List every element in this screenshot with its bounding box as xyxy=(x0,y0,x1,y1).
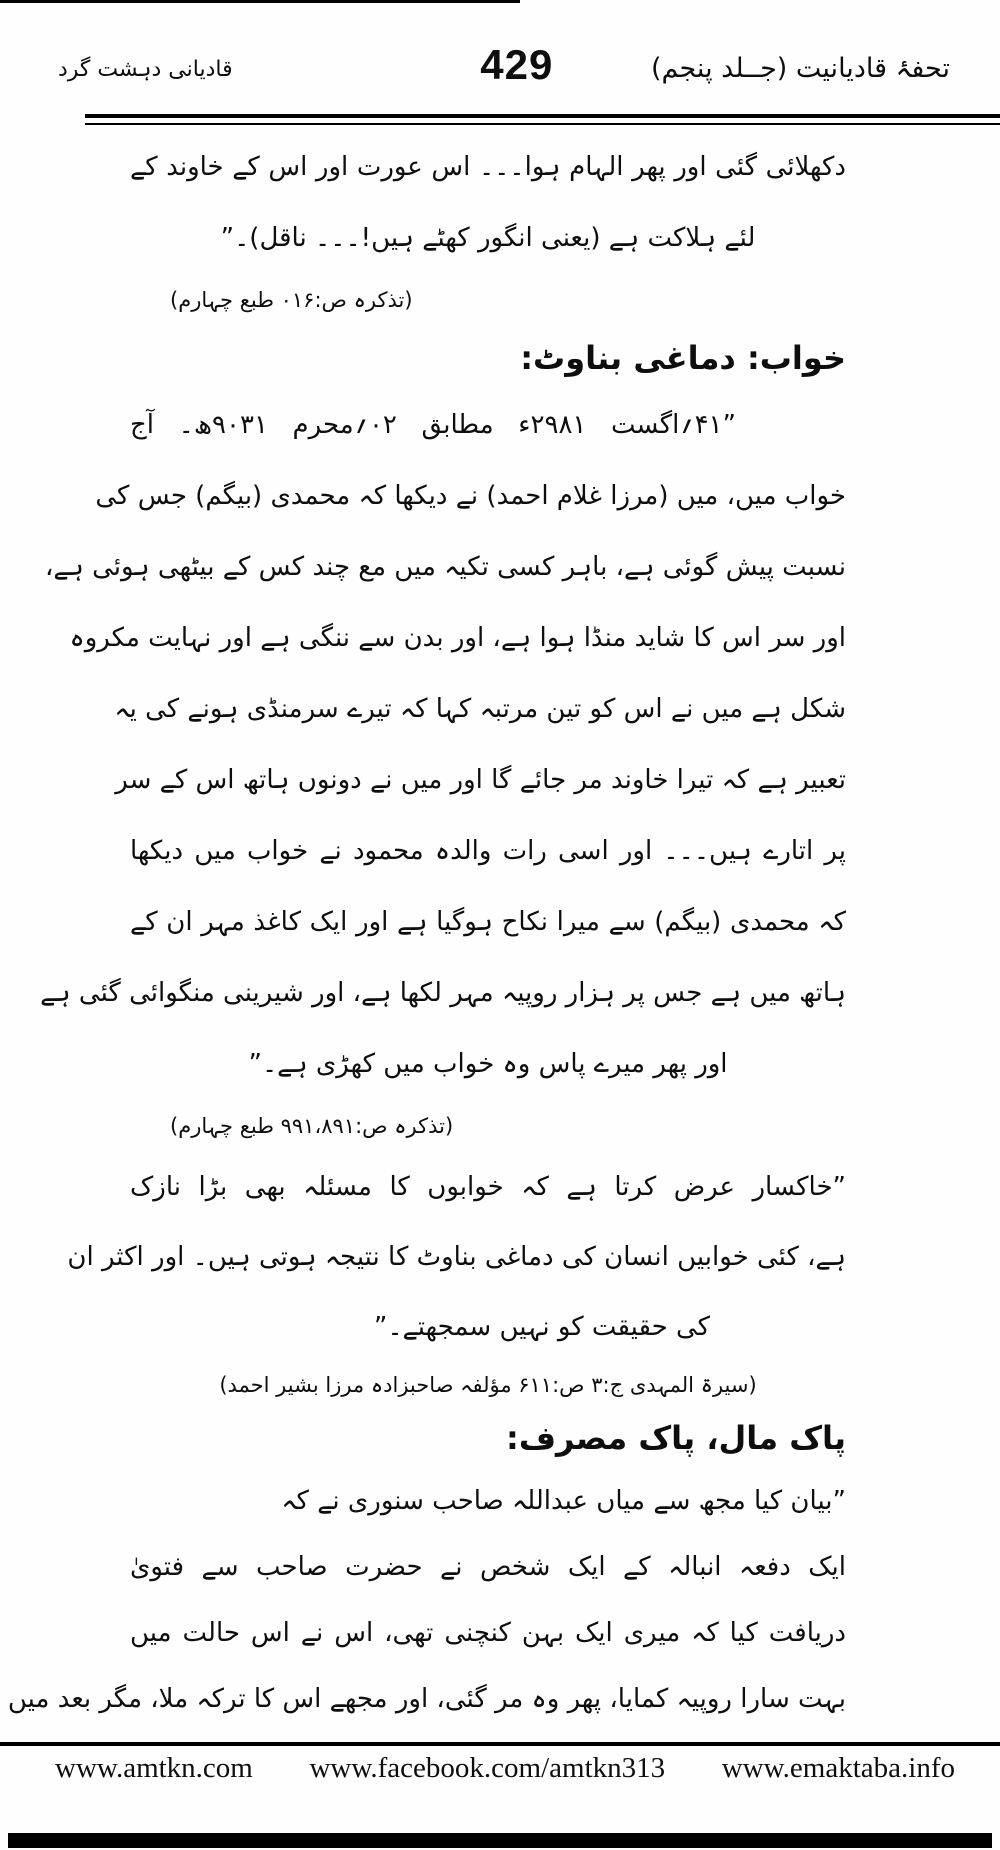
quote-line: پر اتارے ہیں۔۔۔ اور اسی رات والدہ محمود نے خواب میں دیکھا xyxy=(130,836,846,866)
citation-seerat-ul-mahdi: (سیرۃ المہدی ج:۳ ص:۶۱۱ مؤلفہ صاحبزادہ مرزا بشیر احمد) xyxy=(219,1373,757,1397)
narration-line: ایک دفعہ انبالہ کے ایک شخص نے حضرت صاحب سے فتویٰ xyxy=(130,1552,846,1582)
body-line: کی حقیقت کو نہیں سمجھتے۔” xyxy=(373,1312,710,1342)
footer-link-amtkn: www.amtkn.com xyxy=(55,1752,253,1784)
body-line: دکھلائی گئی اور پھر الہام ہوا۔۔۔ اس عورت اور اس کے خاوند کے xyxy=(130,152,846,182)
footer-link-facebook: www.facebook.com/amtkn313 xyxy=(309,1752,666,1784)
quote-line: نسبت پیش گوئی ہے، باہر کسی تکیہ میں مع چند کس کے بیٹھی ہوئی ہے، xyxy=(44,552,846,582)
citation-tazkirah-610: (تذکرہ ص:۰۱۶ طبع چہارم) xyxy=(170,288,413,312)
page-header xyxy=(58,41,950,88)
section-heading-pak-mal: پاک مال، پاک مصرف: xyxy=(506,1419,846,1457)
page-body xyxy=(7,132,846,1732)
quote-line: اور سر اس کا شاید منڈا ہوا ہے، اور بدن سے ننگی ہے اور نہایت مکروہ xyxy=(69,623,846,653)
bottom-scan-bar xyxy=(8,1833,992,1848)
scan-artifact-line xyxy=(0,0,520,3)
narration-line: دریافت کیا کہ میری ایک بہن کنچنی تھی، اس نے اس حالت میں xyxy=(130,1618,846,1648)
narration-line: ”بیان کیا مجھ سے میاں عبداللہ صاحب سنوری نے کہ xyxy=(281,1486,846,1516)
header-left-title: قادیانی دہشت گرد xyxy=(58,57,233,82)
body-line: ہے، کئی خوابیں انسان کی دماغی بناوٹ کا نتیجہ ہوتی ہیں۔ اور اکثر ان xyxy=(67,1242,846,1272)
quote-line: تعبیر ہے کہ تیرا خاوند مر جائے گا اور میں نے دونوں ہاتھ اس کے سر xyxy=(115,765,846,795)
narration-line: بہت سارا روپیہ کمایا، پھر وہ مر گئی، اور مجھے اس کا ترکہ ملا، مگر بعد میں xyxy=(7,1684,846,1714)
footer-link-emaktaba: www.emaktaba.info xyxy=(721,1752,955,1784)
quote-line: کہ محمدی (بیگم) سے میرا نکاح ہوگیا ہے اور ایک کاغذ مہر ان کے xyxy=(130,907,846,937)
footer-rule xyxy=(0,1742,1000,1746)
quote-line: ہاتھ میں ہے جس پر ہزار روپیہ مہر لکھا ہے، اور شیرینی منگوائی گئی ہے xyxy=(40,978,846,1008)
body-line: ”خاکسار عرض کرتا ہے کہ خوابوں کا مسئلہ بھی بڑا نازک xyxy=(130,1172,846,1202)
page-footer xyxy=(55,1752,955,1785)
page-number: 429 xyxy=(480,41,554,88)
quote-line: ”۴۱؍اگست ۲۹۸۱ء مطابق ۰۲؍محرم ۹۰۳۱ھ۔ آج xyxy=(130,410,737,440)
section-heading-dream: خواب: دماغی بناوٹ: xyxy=(520,339,846,377)
quote-line: خواب میں، میں (مرزا غلام احمد) نے دیکھا کہ محمدی (بیگم) جس کی xyxy=(95,481,846,511)
header-rule xyxy=(85,114,1000,125)
body-line: لئے ہلاکت ہے (یعنی انگور کھٹے ہیں!۔۔۔ ناقل)۔” xyxy=(220,223,756,253)
header-right-title: تحفۂ قادیانیت (جــلد پنجم) xyxy=(650,53,950,84)
quote-line: شکل ہے میں نے اس کو تین مرتبہ کہا کہ تیرے سرمنڈی ہونے کی یہ xyxy=(114,694,846,724)
quote-line: اور پھر میرے پاس وہ خواب میں کھڑی ہے۔” xyxy=(248,1049,728,1079)
citation-tazkirah-198-199: (تذکرہ ص:۹۹۱،۸۹۱ طبع چہارم) xyxy=(170,1114,454,1138)
